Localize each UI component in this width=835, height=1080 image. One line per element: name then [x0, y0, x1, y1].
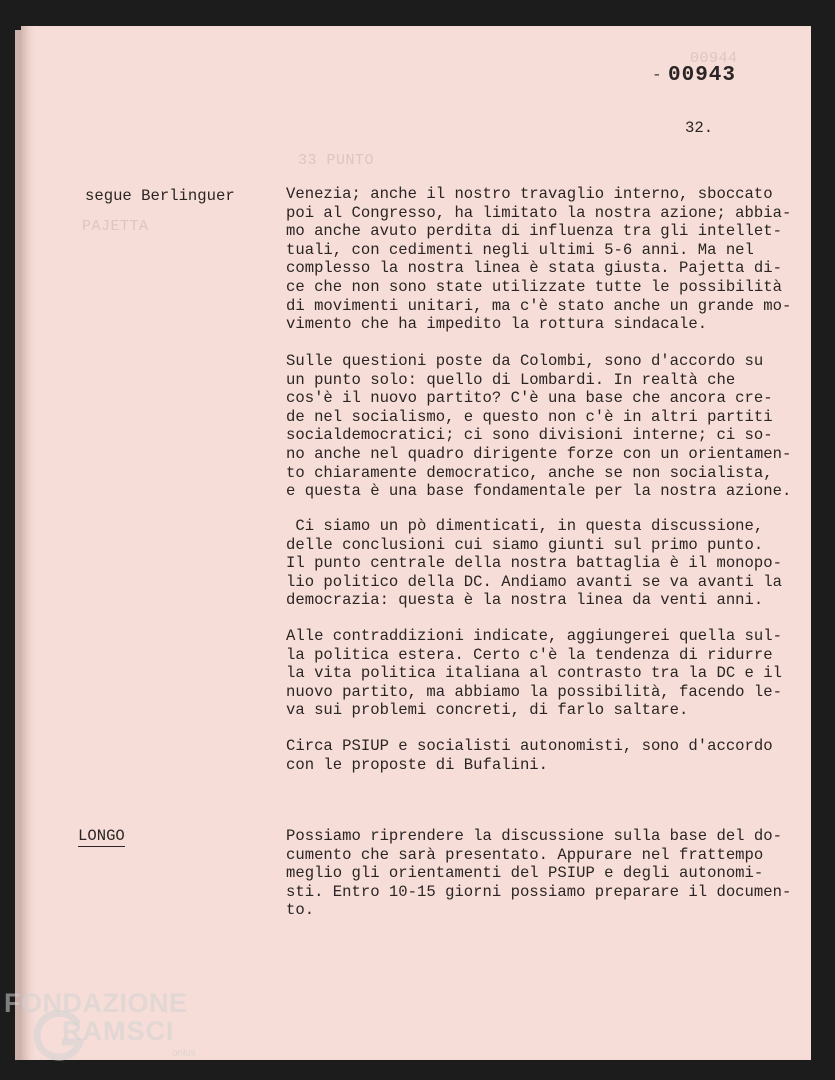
speaker-label — [78, 827, 125, 846]
watermark-line1: FONDAZIONE — [4, 988, 188, 1018]
speaker-label: segue Berlinguer — [85, 187, 235, 205]
watermark-line2: RAMSCI — [62, 1016, 175, 1046]
paragraph: Sulle questioni poste da Colombi, sono d'accordo su un punto solo: quello di Lombardi. In realtà che cos'è il nuovo partito? C'è una base che ancora cre- de nel socialismo, e questo non c'è in altri partiti socialdemocratici; ci sono divisioni interne; ci so- no anche nel quadro dirigente forze con un orientamen- to chiaramente democratico, anche se non socialista, e questa è una base fondamentale per la nostra azione. — [286, 352, 792, 501]
document-number: 00943 — [668, 64, 737, 87]
paragraph: Venezia; anche il nostro travaglio interno, sboccato poi al Congresso, ha limitato la nostra azione; abbia- mo anche avuto perdita di influenza tra gli intellet- tuali, con cedimenti negli ultimi 5-6 anni. Ma nel complesso la nostra linea è stata giusta. Pajetta di- ce che non sono state utilizzate tutte le possibilità di movimenti unitari, ma c'è stato anche un grande mo- vimento che ha impedito la rottura sindacale. — [286, 185, 792, 334]
bleed-through: 33 PUNTO — [298, 152, 375, 169]
speaker-name-underlined: LONGO — [78, 827, 125, 845]
doc-number-dash: - — [652, 66, 662, 84]
paragraph: Ci siamo un pò dimenticati, in questa discussione, delle conclusioni cui siamo giunti sul primo punto. Il punto centrale della nostra battaglia è il monopo- lio politico della DC. Andiamo avanti se va avanti la democrazia: questa è la nostra linea da venti anni. — [286, 517, 782, 610]
archive-watermark — [4, 988, 219, 1076]
paragraph: Alle contraddizioni indicate, aggiungerei quella sul- la politica estera. Certo c'è la tendenza di ridurre la vita politica italiana al contrasto tra la DC e il nuovo partito, ma abbiamo la possibilità, facendo le- va sui problemi concreti, di farlo saltare. — [286, 627, 782, 720]
watermark-line3: onlus — [172, 1048, 196, 1059]
bleed-through: PAJETTA — [82, 218, 149, 235]
paragraph: Circa PSIUP e socialisti autonomisti, sono d'accordo con le proposte di Bufalini. — [286, 737, 773, 774]
bleed-through: 00944 — [690, 50, 738, 67]
page-number: 32. — [685, 119, 714, 137]
paragraph: Possiamo riprendere la discussione sulla base del do- cumento che sarà presentato. Appurare nel frattempo meglio gli orientamenti del PSIUP e degli autonomi- sti. Entro 10-15 giorni possiamo preparare il documen- to. — [286, 827, 792, 920]
